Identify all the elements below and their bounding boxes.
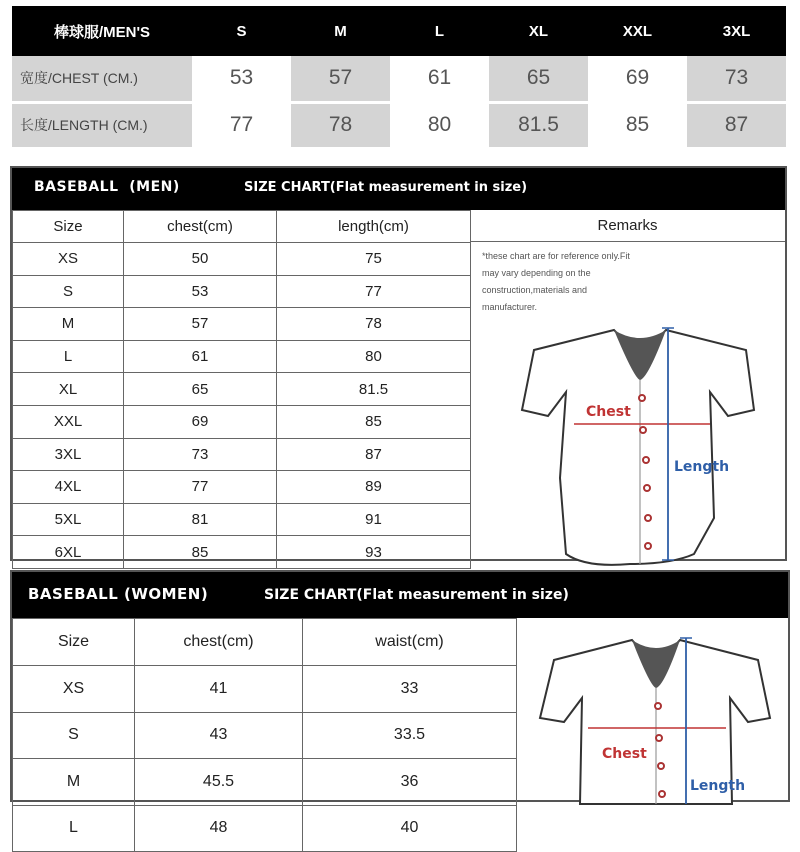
- length-cell: 75: [277, 243, 471, 276]
- size-cell: 6XL: [13, 536, 124, 569]
- table-row: [13, 759, 517, 806]
- length-cell: 85: [277, 405, 471, 438]
- women-jersey-diagram: [540, 634, 770, 804]
- size-cell: S: [13, 712, 135, 759]
- column-header: chest(cm): [135, 619, 303, 666]
- summary-cell: 61: [390, 56, 489, 102]
- men-size-table: [12, 210, 471, 569]
- table-row: [13, 503, 471, 536]
- table-row: [13, 536, 471, 569]
- summary-length-row: [12, 102, 786, 148]
- women-table-header: [13, 619, 517, 666]
- size-cell: 4XL: [13, 471, 124, 504]
- chest-cell: 53: [124, 275, 277, 308]
- table-row: [13, 405, 471, 438]
- chest-cell: 65: [124, 373, 277, 406]
- summary-cell: 73: [687, 56, 786, 102]
- length-label: Length: [690, 778, 746, 794]
- length-cell: 89: [277, 471, 471, 504]
- table-row: [13, 471, 471, 504]
- length-cell: 81.5: [277, 373, 471, 406]
- chest-cell: 48: [135, 805, 303, 852]
- waist-cell: 40: [303, 805, 517, 852]
- summary-header-cell: S: [192, 6, 291, 56]
- size-cell: 5XL: [13, 503, 124, 536]
- women-section-subtitle: SIZE CHART(Flat measurement in size): [264, 587, 569, 603]
- table-row: [13, 340, 471, 373]
- table-row: [13, 712, 517, 759]
- summary-cell: 87: [687, 102, 786, 148]
- chest-cell: 50: [124, 243, 277, 276]
- size-cell: M: [13, 308, 124, 341]
- size-cell: M: [13, 759, 135, 806]
- table-row: [13, 373, 471, 406]
- remarks-note: *these chart are for reference only.Fit may vary depending on the construction,materials and manufacturer.: [482, 251, 630, 312]
- chest-cell: 41: [135, 666, 303, 713]
- column-header: Size: [13, 211, 124, 243]
- chest-cell: 85: [124, 536, 277, 569]
- size-cell: XL: [13, 373, 124, 406]
- summary-cell: 69: [588, 56, 687, 102]
- women-section-header: [12, 572, 788, 618]
- table-row: [13, 275, 471, 308]
- chest-cell: 43: [135, 712, 303, 759]
- chest-cell: 77: [124, 471, 277, 504]
- summary-row-label: 宽度/CHEST (CM.): [12, 56, 192, 102]
- size-cell: 3XL: [13, 438, 124, 471]
- men-section-subtitle: SIZE CHART(Flat measurement in size): [244, 180, 528, 195]
- remarks-header: Remarks: [470, 210, 785, 242]
- men-size-chart: [10, 166, 787, 561]
- length-cell: 77: [277, 275, 471, 308]
- summary-row-label: 长度/LENGTH (CM.): [12, 102, 192, 148]
- chest-cell: 57: [124, 308, 277, 341]
- size-cell: L: [13, 805, 135, 852]
- size-cell: L: [13, 340, 124, 373]
- summary-size-table: [12, 6, 786, 150]
- summary-cell: 78: [291, 102, 390, 148]
- waist-cell: 33: [303, 666, 517, 713]
- table-row: [13, 243, 471, 276]
- table-row: [13, 308, 471, 341]
- chest-label: Chest: [586, 404, 631, 420]
- women-section-title: BASEBALL (WOMEN): [28, 585, 209, 603]
- men-table-header: [13, 211, 471, 243]
- length-cell: 93: [277, 536, 471, 569]
- column-header: chest(cm): [124, 211, 277, 243]
- summary-header-cell: M: [291, 6, 390, 56]
- table-row: [13, 666, 517, 713]
- summary-cell: 65: [489, 56, 588, 102]
- chest-cell: 69: [124, 405, 277, 438]
- summary-cell: 57: [291, 56, 390, 102]
- summary-header-cell: L: [390, 6, 489, 56]
- table-row: [13, 805, 517, 852]
- summary-cell: 80: [390, 102, 489, 148]
- waist-cell: 36: [303, 759, 517, 806]
- length-cell: 87: [277, 438, 471, 471]
- chest-cell: 45.5: [135, 759, 303, 806]
- summary-header-cell: 3XL: [687, 6, 786, 56]
- summary-cell: 81.5: [489, 102, 588, 148]
- men-section-header: [12, 168, 785, 210]
- column-header: length(cm): [277, 211, 471, 243]
- table-row: [13, 438, 471, 471]
- summary-chest-row: [12, 56, 786, 102]
- women-size-table: [12, 618, 517, 852]
- column-header: waist(cm): [303, 619, 517, 666]
- length-cell: 80: [277, 340, 471, 373]
- size-cell: XXL: [13, 405, 124, 438]
- length-label: Length: [674, 459, 730, 475]
- size-cell: S: [13, 275, 124, 308]
- size-cell: XS: [13, 243, 124, 276]
- chest-cell: 73: [124, 438, 277, 471]
- men-jersey-diagram: [522, 318, 762, 568]
- summary-header-cell: XXL: [588, 6, 687, 56]
- size-cell: XS: [13, 666, 135, 713]
- summary-cell: 85: [588, 102, 687, 148]
- chest-label: Chest: [602, 746, 647, 762]
- chest-cell: 81: [124, 503, 277, 536]
- summary-header-cell: 棒球服/MEN'S: [12, 6, 192, 56]
- waist-cell: 33.5: [303, 712, 517, 759]
- summary-cell: 53: [192, 56, 291, 102]
- length-cell: 78: [277, 308, 471, 341]
- column-header: Size: [13, 619, 135, 666]
- length-cell: 91: [277, 503, 471, 536]
- summary-header-row: [12, 6, 786, 56]
- summary-cell: 77: [192, 102, 291, 148]
- chest-cell: 61: [124, 340, 277, 373]
- women-size-chart: [10, 570, 790, 837]
- men-section-title: BASEBALL (MEN): [34, 179, 180, 195]
- summary-header-cell: XL: [489, 6, 588, 56]
